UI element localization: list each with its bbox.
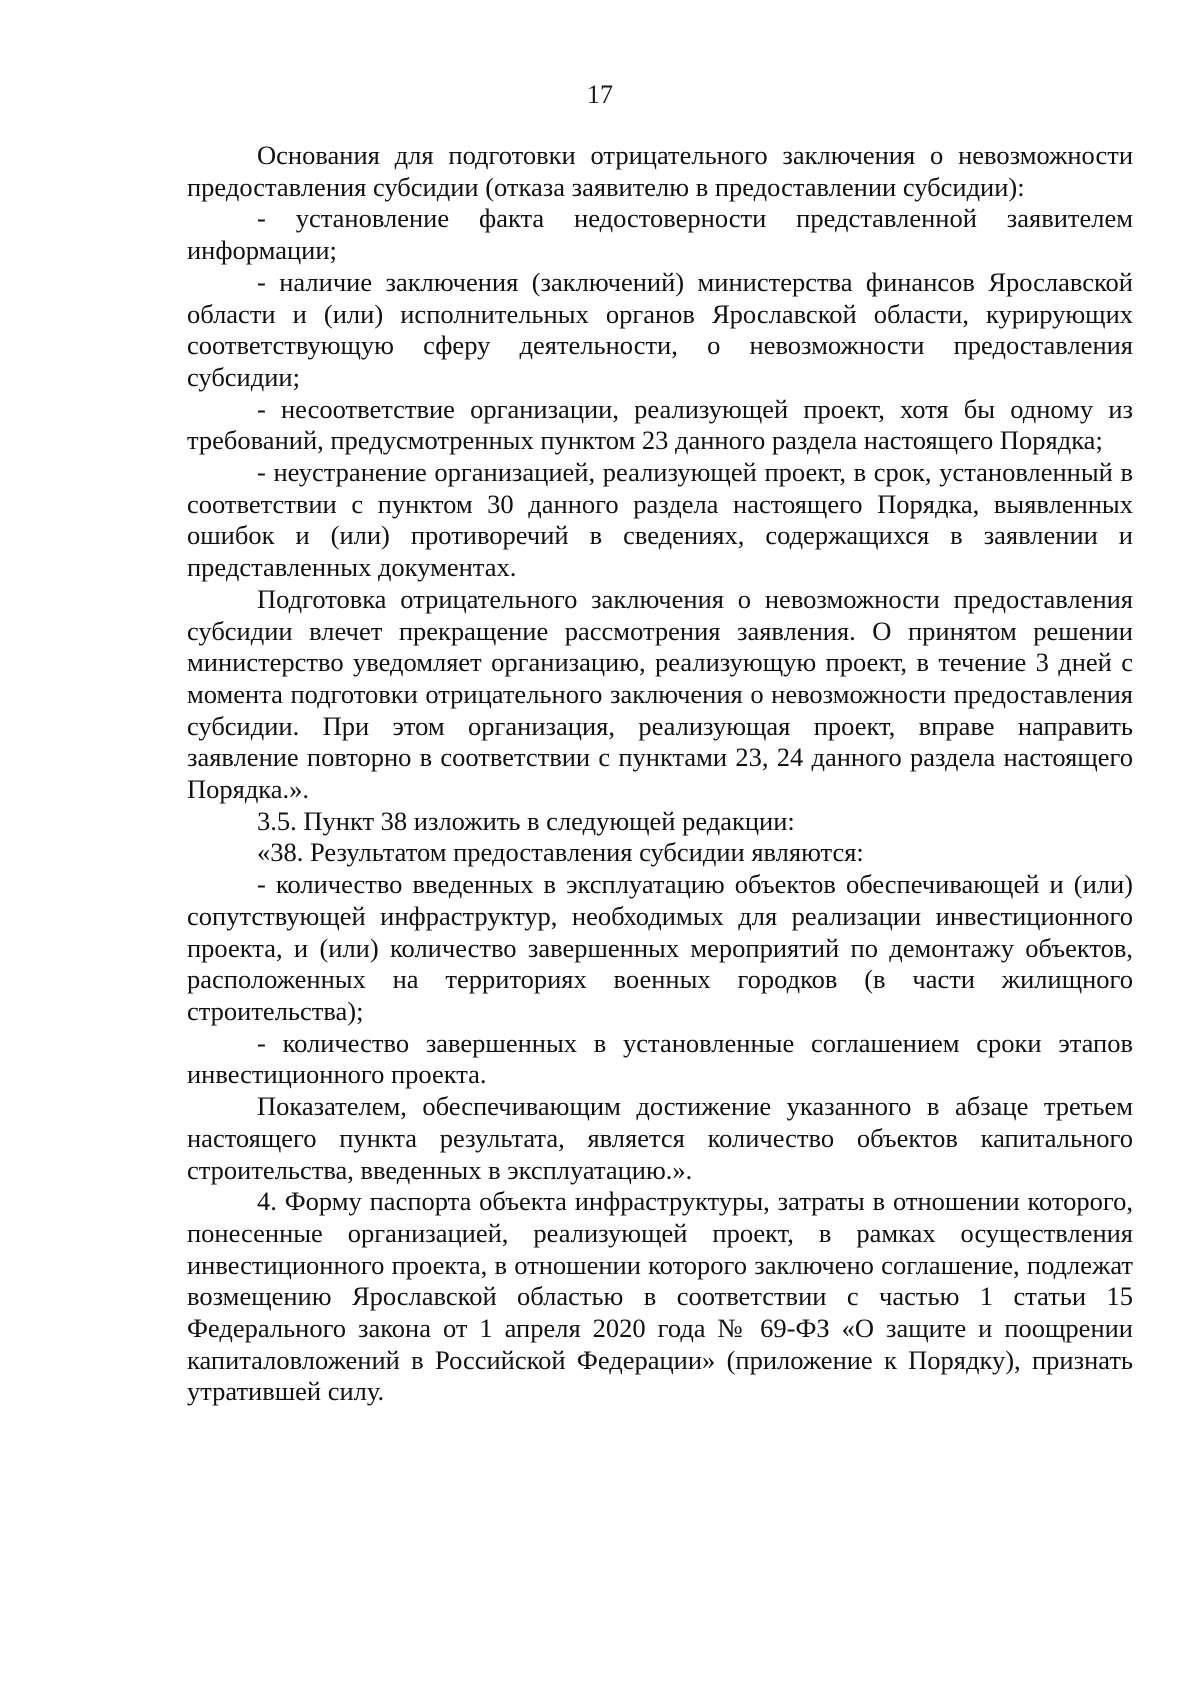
paragraph-indicator: Показателем, обеспечивающим достижение указанного в абзаце третьем настоящего пункта результата, является количество объектов капитального строительства, введенных в эксплуатацию.». [187, 1091, 1133, 1185]
paragraph-item-38-intro: «38. Результатом предоставления субсидии являются: [257, 837, 864, 868]
paragraph-result-stages: - количество завершенных в установленные соглашением сроки этапов инвестиционного проекта. [187, 1027, 1133, 1090]
paragraph-result-objects: - количество введенных в эксплуатацию объектов обеспечивающей и (или) сопутствующей инфраструктур, необходимых для реализации инвестиционного проекта, и (или) количество завершенных мероприятий по демонтажу объектов, расположенных на территориях военных городков (в части жилищного строительства); [187, 869, 1133, 1026]
paragraph-ground-ministry-conclusion: - наличие заключения (заключений) министерства финансов Ярославской области и (или) исполнительных органов Ярославской области, курирующих соответствующую сферу деятельности, о невозможности предоставления субсидии; [187, 266, 1133, 392]
document-body [187, 140, 1133, 1408]
paragraph-grounds-intro: Основания для подготовки отрицательного заключения о невозможности предоставления субсидии (отказа заявителю в предоставлении субсидии): [187, 140, 1133, 202]
paragraph-item-4: 4. Форму паспорта объекта инфраструктуры, затраты в отношении которого, понесенные организацией, реализующей проект, в рамках осуществления инвестиционного проекта, в отношении которого заключено соглашение, подлежат возмещению Ярославской областью в соответствии с частью 1 статьи 15 Федерального закона от 1 апреля 2020 года № 69-ФЗ «О защите и поощрении капиталовложений в Российской Федерации» (приложение к Порядку), признать утратившей силу. [187, 1186, 1133, 1407]
paragraph-ground-unreliable-info: - установление факта недостоверности представленной заявителем информации; [187, 203, 1133, 266]
paragraph-item-3-5: 3.5. Пункт 38 изложить в следующей редакции: [257, 805, 795, 836]
paragraph-negative-conclusion-effect: Подготовка отрицательного заключения о невозможности предоставления субсидии влечет прекращение рассмотрения заявления. О принятом решении министерство уведомляет организацию, реализующую проект, в течение 3 дней с момента подготовки отрицательного заключения о невозможности предоставления субсидии. При этом организация, реализующая проект, вправе направить заявление повторно в соответствии с пунктами 23, 24 данного раздела настоящего Порядка.». [187, 583, 1133, 805]
paragraph-ground-errors-not-fixed: - неустранение организацией, реализующей проект, в срок, установленный в соответствии с пунктом 30 данного раздела настоящего Порядка, выявленных ошибок и (или) противоречий в сведениях, содержащихся в заявлении и представленных документах. [187, 457, 1133, 583]
page-number: 17 [587, 80, 613, 109]
paragraph-ground-noncompliance: - несоответствие организации, реализующей проект, хотя бы одному из требований, предусмотренных пунктом 23 данного раздела настоящего Порядка; [187, 393, 1133, 456]
